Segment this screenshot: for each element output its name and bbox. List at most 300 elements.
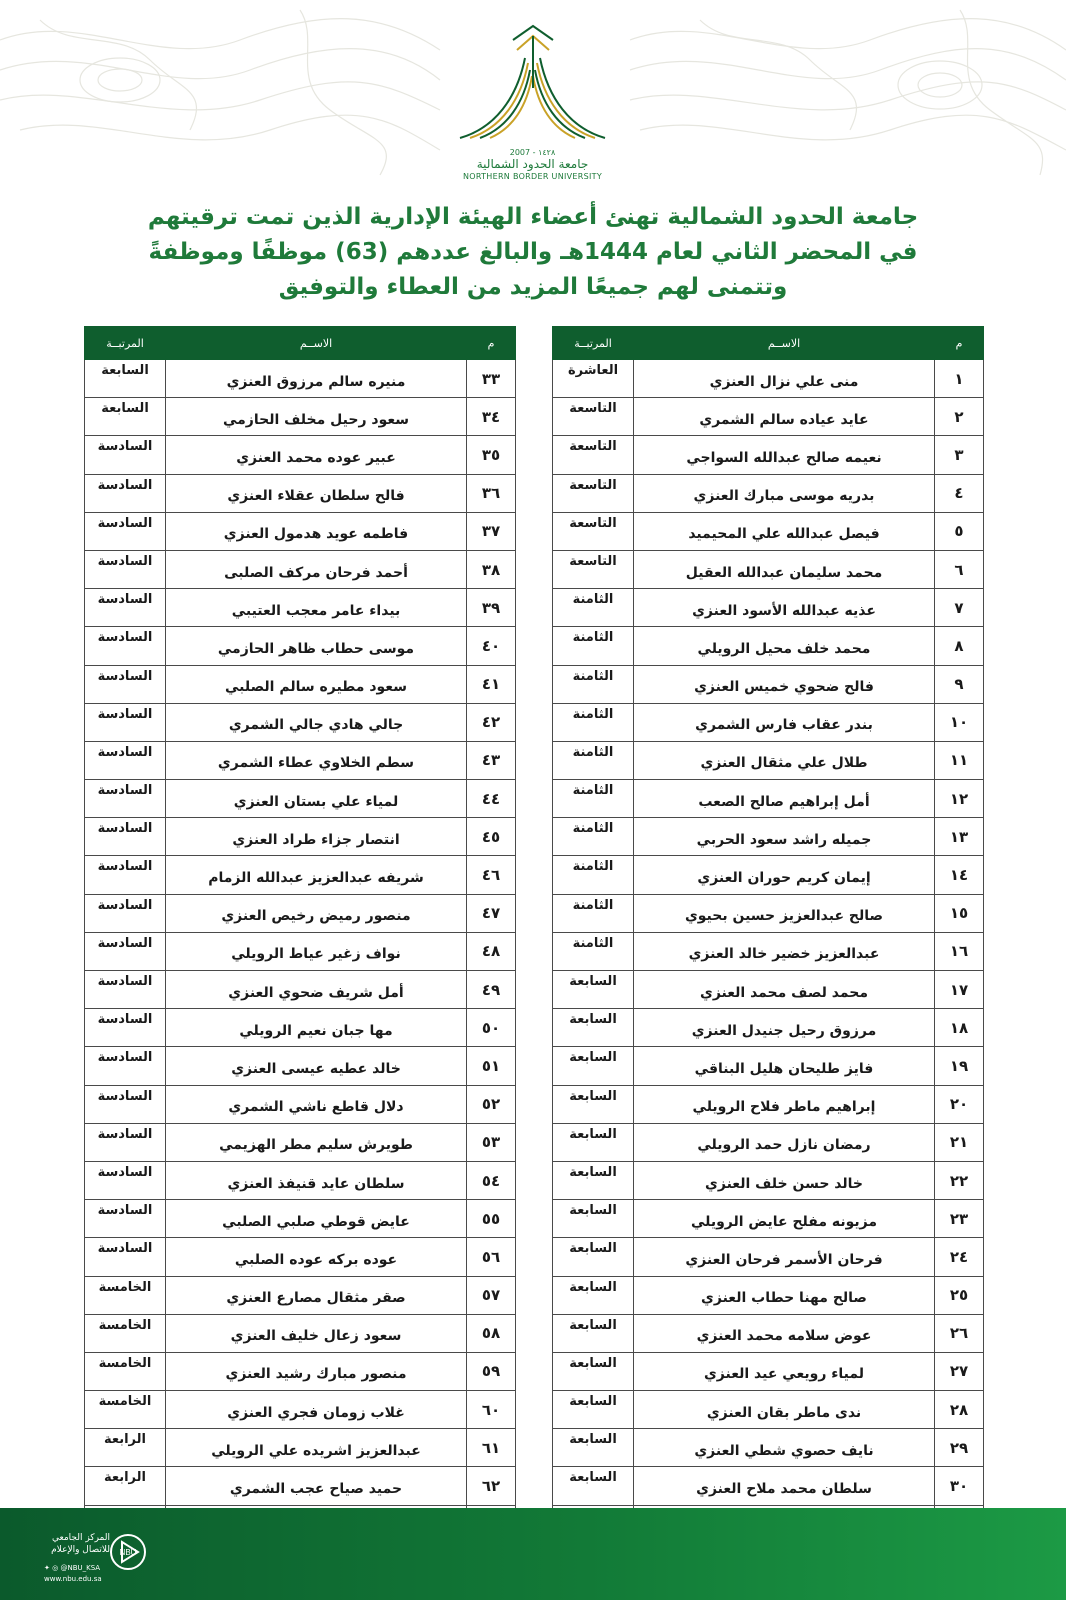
employee-rank: السابعة <box>553 1123 634 1161</box>
table-row <box>553 971 984 1009</box>
employee-rank: السادسة <box>85 1009 166 1047</box>
employee-name-text: خالد حسن خلف العنزي <box>705 1175 863 1192</box>
employee-rank: السابعة <box>85 360 166 398</box>
employee-name-text: رمضان نازل حمد الرويلي <box>697 1137 871 1154</box>
employee-name-text: غلاب زومان فجري العنزي <box>227 1404 405 1421</box>
employee-name <box>166 1276 467 1314</box>
employee-name-text: سعود زعال خليف العنزي <box>230 1328 402 1345</box>
employee-name-text: عوض سلامه محمد العنزي <box>696 1328 872 1345</box>
website-link[interactable]: www.nbu.edu.sa <box>44 1575 102 1583</box>
table-row <box>85 1047 516 1085</box>
table-row <box>85 1123 516 1161</box>
employee-name-text: مرزوق رحيل جنيدل العنزي <box>691 1022 877 1039</box>
row-number: ٤٠ <box>467 627 516 665</box>
table-row <box>553 1200 984 1238</box>
employee-name <box>166 1429 467 1467</box>
table-row <box>85 971 516 1009</box>
employee-name <box>634 550 935 588</box>
employee-name <box>166 627 467 665</box>
header-num: م <box>935 327 984 360</box>
employee-name <box>634 1352 935 1390</box>
employee-rank: الثامنة <box>553 665 634 703</box>
employee-name <box>166 1467 467 1505</box>
headline-line-2: في المحضر الثاني لعام 1444هـ والبالغ عددهم (63) موظفًا وموظفةً <box>148 239 918 265</box>
row-number: ١٦ <box>935 932 984 970</box>
social-handle-text: @NBU_KSA <box>60 1564 101 1572</box>
employee-name <box>634 1391 935 1429</box>
row-number: ٣٤ <box>467 398 516 436</box>
table-row <box>553 703 984 741</box>
employee-rank: الثامنة <box>553 741 634 779</box>
employee-name-text: عبير عوده محمد العنزي <box>236 449 396 466</box>
table-row <box>553 398 984 436</box>
row-number: ٤١ <box>467 665 516 703</box>
employee-rank: التاسعة <box>553 474 634 512</box>
row-number: ٥ <box>935 512 984 550</box>
employee-name <box>166 1161 467 1199</box>
table-header-row <box>85 327 516 360</box>
instagram-icon: ◎ <box>52 1564 59 1572</box>
table-row <box>85 703 516 741</box>
table-row <box>553 360 984 398</box>
footer-bar <box>0 1508 1066 1600</box>
employee-name-text: إبراهيم ماطر فلاح الرويلي <box>692 1099 876 1116</box>
employee-name-text: فاطمه عويد هدمول العنزي <box>223 526 409 543</box>
employee-name-text: فيصل عبدالله علي المحيميد <box>688 526 880 543</box>
employee-rank: السادسة <box>85 1123 166 1161</box>
row-number: ١٠ <box>935 703 984 741</box>
row-number: ٣٦ <box>467 474 516 512</box>
employee-rank: الثامنة <box>553 894 634 932</box>
employee-rank: الثامنة <box>553 703 634 741</box>
employee-name-text: بندر عقاب فارس الشمري <box>695 717 873 734</box>
table-row <box>85 589 516 627</box>
row-number: ٣ <box>935 436 984 474</box>
employee-rank: السابعة <box>553 1161 634 1199</box>
row-number: ٢٤ <box>935 1238 984 1276</box>
employee-name <box>166 1391 467 1429</box>
employee-name-text: محمد لصف محمد العنزي <box>699 984 869 1001</box>
employee-name <box>634 1085 935 1123</box>
employee-name-text: صالح عبدالعزيز حسين بحيوي <box>684 908 884 925</box>
table-row <box>85 818 516 856</box>
row-number: ٤٦ <box>467 856 516 894</box>
table-body-left <box>85 360 516 1544</box>
row-number: ٣٠ <box>935 1467 984 1505</box>
row-number: ٢٥ <box>935 1276 984 1314</box>
employee-name <box>166 932 467 970</box>
table-row <box>553 1352 984 1390</box>
employee-rank: السادسة <box>85 474 166 512</box>
employee-rank: السادسة <box>85 436 166 474</box>
employee-name-text: أحمد فرحان مركف الصلبى <box>224 564 408 581</box>
employee-name-text: محمد خلف محيل الرويلي <box>697 640 871 657</box>
employee-name-text: انتصار جزاء طراد العنزي <box>232 831 400 848</box>
employee-rank: الخامسة <box>85 1352 166 1390</box>
employee-name <box>166 780 467 818</box>
table-row <box>553 1085 984 1123</box>
employee-name-text: عوده بركه عوده الصلبي <box>234 1251 398 1268</box>
row-number: ٥١ <box>467 1047 516 1085</box>
employee-name-text: منيره سالم مرزوق العنزي <box>226 373 406 390</box>
table-row <box>85 856 516 894</box>
row-number: ٢٢ <box>935 1161 984 1199</box>
employee-rank: الخامسة <box>85 1314 166 1352</box>
employee-name <box>634 741 935 779</box>
row-number: ٢٨ <box>935 1391 984 1429</box>
employee-rank: الثامنة <box>553 627 634 665</box>
row-number: ٦٢ <box>467 1467 516 1505</box>
employee-name-text: عبدالعزيز خضير خالد العنزي <box>688 946 880 963</box>
employee-name-text: حميد صياح عجب الشمري <box>229 1481 403 1498</box>
header-rank: المرتبــة <box>553 327 634 360</box>
table-body-right <box>553 360 984 1582</box>
table-row <box>553 1047 984 1085</box>
row-number: ٨ <box>935 627 984 665</box>
table-row <box>85 665 516 703</box>
employee-name-text: جميله راشد سعود الحربي <box>696 831 872 848</box>
table-row <box>85 894 516 932</box>
table-row <box>553 1238 984 1276</box>
table-row <box>85 398 516 436</box>
header-name: الاســم <box>634 327 935 360</box>
employee-name <box>634 856 935 894</box>
employee-name <box>166 1009 467 1047</box>
employee-rank: الرابعة <box>85 1429 166 1467</box>
employee-rank: السادسة <box>85 1047 166 1085</box>
employee-rank: التاسعة <box>553 398 634 436</box>
row-number: ٤٨ <box>467 932 516 970</box>
employee-name <box>634 474 935 512</box>
employee-name-text: عايد عياده سالم الشمري <box>699 411 869 428</box>
employee-name <box>166 589 467 627</box>
employee-rank: السادسة <box>85 1238 166 1276</box>
row-number: ٥٧ <box>467 1276 516 1314</box>
table-row <box>85 512 516 550</box>
row-number: ١٣ <box>935 818 984 856</box>
employee-name-text: أمل إبراهيم صالح الصعب <box>698 793 870 810</box>
employee-name <box>634 360 935 398</box>
employee-rank: الثامنة <box>553 856 634 894</box>
logo-years: 2007 - ١٤٢٨ <box>509 148 556 157</box>
employee-name <box>634 1314 935 1352</box>
table-row <box>85 1391 516 1429</box>
employee-rank: السابعة <box>553 1238 634 1276</box>
row-number: ٤٣ <box>467 741 516 779</box>
table-row <box>553 780 984 818</box>
employee-name <box>166 360 467 398</box>
row-number: ٣٩ <box>467 589 516 627</box>
table-row <box>553 1314 984 1352</box>
row-number: ٤٤ <box>467 780 516 818</box>
row-number: ٥٩ <box>467 1352 516 1390</box>
row-number: ٦ <box>935 550 984 588</box>
employee-rank: السادسة <box>85 971 166 1009</box>
row-number: ١٤ <box>935 856 984 894</box>
table-row <box>85 627 516 665</box>
employee-name <box>634 818 935 856</box>
employee-rank: السابعة <box>553 1352 634 1390</box>
row-number: ٥٤ <box>467 1161 516 1199</box>
employee-name <box>634 1161 935 1199</box>
table-row <box>85 741 516 779</box>
employee-rank: السادسة <box>85 627 166 665</box>
row-number: ٧ <box>935 589 984 627</box>
employee-name-text: سلطان عايد قنيفذ العنزي <box>227 1175 405 1192</box>
media-center-logo-icon <box>108 1532 148 1572</box>
employee-name <box>166 1047 467 1085</box>
table-row <box>85 1161 516 1199</box>
employee-name-text: ندى ماطر بقان العنزي <box>706 1404 862 1421</box>
employee-name-text: عذيه عبدالله الأسود العنزي <box>692 602 876 619</box>
employee-name <box>634 1123 935 1161</box>
employee-name <box>166 1314 467 1352</box>
employee-name-text: لمياء علي بستان العنزي <box>233 793 399 810</box>
social-handle[interactable] <box>44 1564 100 1572</box>
employee-name <box>634 780 935 818</box>
employee-name <box>166 1123 467 1161</box>
row-number: ٤٧ <box>467 894 516 932</box>
table-row <box>85 436 516 474</box>
employee-name <box>166 818 467 856</box>
employee-rank: الخامسة <box>85 1276 166 1314</box>
table-row <box>85 1314 516 1352</box>
table-row <box>553 1161 984 1199</box>
university-logo <box>455 18 610 180</box>
employee-name-text: سلطان محمد ملاح العنزي <box>696 1481 872 1498</box>
table-row <box>553 1391 984 1429</box>
employee-name-text: سعود رحيل مخلف الحازمي <box>222 411 410 428</box>
header-name: الاســم <box>166 327 467 360</box>
employee-rank: السابعة <box>553 1467 634 1505</box>
employee-name <box>634 1467 935 1505</box>
employee-rank: السابعة <box>553 1009 634 1047</box>
employee-rank: العاشرة <box>553 360 634 398</box>
row-number: ٣٧ <box>467 512 516 550</box>
employee-name <box>166 398 467 436</box>
employee-name-text: فرحان الأسمر فرحان العنزي <box>685 1251 883 1268</box>
table-row <box>553 589 984 627</box>
employee-name-text: سعود مطيره سالم الصلبي <box>225 679 407 696</box>
employee-rank: السابعة <box>553 1314 634 1352</box>
table-row <box>553 550 984 588</box>
row-number: ٢٦ <box>935 1314 984 1352</box>
table-row <box>553 436 984 474</box>
employee-name-text: منصور رميض رخيص العنزي <box>221 908 411 925</box>
table-row <box>553 856 984 894</box>
employee-rank: السابعة <box>553 1429 634 1467</box>
headline-line-3: وتتمنى لهم جميعًا المزيد من العطاء والتوفيق <box>278 274 788 300</box>
row-number: ٥٢ <box>467 1085 516 1123</box>
row-number: ٣٣ <box>467 360 516 398</box>
employee-name <box>634 932 935 970</box>
headline-line-1: جامعة الحدود الشمالية تهنئ أعضاء الهيئة الإدارية الذين تمت ترقيتهم <box>147 204 919 230</box>
table-row <box>553 1123 984 1161</box>
employee-rank: التاسعة <box>553 550 634 588</box>
employee-name <box>166 550 467 588</box>
employee-rank: التاسعة <box>553 512 634 550</box>
employee-rank: السابعة <box>553 1391 634 1429</box>
employee-rank: السادسة <box>85 932 166 970</box>
employee-rank: السابعة <box>553 1085 634 1123</box>
table-header-row <box>553 327 984 360</box>
employee-name <box>166 1200 467 1238</box>
employee-rank: السابعة <box>553 1276 634 1314</box>
table-row <box>85 1352 516 1390</box>
employee-rank: السادسة <box>85 818 166 856</box>
table-row <box>553 1009 984 1047</box>
employee-name-text: صالح مهنا حطاب العنزي <box>701 1290 867 1307</box>
employee-name-text: عبدالعزيز اشريده علي الرويلي <box>211 1442 421 1459</box>
media-center-name <box>30 1532 110 1556</box>
row-number: ١ <box>935 360 984 398</box>
row-number: ٤٥ <box>467 818 516 856</box>
table-row <box>553 1467 984 1505</box>
header-rank: المرتبــة <box>85 327 166 360</box>
table-row <box>553 665 984 703</box>
employee-name-text: فالح ضحوي خميس العنزي <box>694 679 874 696</box>
employee-rank: السادسة <box>85 856 166 894</box>
employee-name <box>166 741 467 779</box>
employee-name <box>166 894 467 932</box>
table-row <box>553 894 984 932</box>
employee-name-text: طلال علي مثقال العنزي <box>700 755 868 772</box>
employee-name-text: لمياء رويعي عيد العنزي <box>703 1366 865 1383</box>
employee-rank: السادسة <box>85 1161 166 1199</box>
table-row <box>85 474 516 512</box>
media-center-line-2: للاتصال والإعلام <box>51 1545 110 1555</box>
row-number: ٤٩ <box>467 971 516 1009</box>
employee-name <box>634 1429 935 1467</box>
employee-name <box>634 512 935 550</box>
row-number: ٥٠ <box>467 1009 516 1047</box>
table-row <box>85 1238 516 1276</box>
employee-rank: السادسة <box>85 703 166 741</box>
row-number: ١٩ <box>935 1047 984 1085</box>
employee-rank: السادسة <box>85 589 166 627</box>
table-row <box>85 1200 516 1238</box>
table-row <box>85 1429 516 1467</box>
employee-name-text: نايف حصوي شطي العنزي <box>694 1442 874 1459</box>
table-row <box>85 932 516 970</box>
table-row <box>85 360 516 398</box>
row-number: ٤ <box>935 474 984 512</box>
row-number: ١١ <box>935 741 984 779</box>
employee-name <box>634 703 935 741</box>
employee-name-text: دلال قاطع ناشي الشمري <box>228 1099 404 1116</box>
table-row <box>85 1276 516 1314</box>
row-number: ٥٥ <box>467 1200 516 1238</box>
header-num: م <box>467 327 516 360</box>
row-number: ٩ <box>935 665 984 703</box>
employee-name-text: موسى حطاب ظاهر الحازمي <box>217 640 415 657</box>
employee-name-text: منى علي نزال العنزي <box>709 373 859 390</box>
employee-rank: السادسة <box>85 512 166 550</box>
employee-name <box>634 1009 935 1047</box>
employee-name-text: خالد عطيه عيسى العنزي <box>231 1060 401 1077</box>
media-center-line-1: المركز الجامعي <box>52 1533 110 1543</box>
row-number: ٢٧ <box>935 1352 984 1390</box>
employee-name-text: منصور مبارك رشيد العنزي <box>225 1366 407 1383</box>
table-row <box>553 627 984 665</box>
employee-rank: السادسة <box>85 894 166 932</box>
employee-name-text: إيمان كريم حوران العنزي <box>697 870 871 887</box>
employee-name <box>166 512 467 550</box>
table-row <box>553 474 984 512</box>
announcement-headline <box>60 200 1006 305</box>
employee-rank: السابعة <box>85 398 166 436</box>
employee-name <box>166 971 467 1009</box>
table-row <box>553 932 984 970</box>
employee-name-text: أمل شريف ضحوي العنزي <box>228 984 404 1001</box>
badge-text: NBU <box>119 1548 137 1557</box>
employee-rank: السادسة <box>85 741 166 779</box>
row-number: ٦١ <box>467 1429 516 1467</box>
row-number: ٥٦ <box>467 1238 516 1276</box>
table-row <box>553 741 984 779</box>
row-number: ٥٣ <box>467 1123 516 1161</box>
employee-name-text: سطم الخلاوي عطاء الشمري <box>217 755 415 772</box>
employee-rank: الثامنة <box>553 589 634 627</box>
employee-name <box>166 703 467 741</box>
table-row <box>85 780 516 818</box>
employee-name <box>166 856 467 894</box>
employee-rank: السابعة <box>553 971 634 1009</box>
employee-rank: السابعة <box>553 1047 634 1085</box>
row-number: ٢ <box>935 398 984 436</box>
employee-name <box>634 627 935 665</box>
row-number: ٣٥ <box>467 436 516 474</box>
employee-rank: السابعة <box>553 1200 634 1238</box>
employee-name <box>166 1352 467 1390</box>
logo-english-name: NORTHERN BORDER UNIVERSITY <box>462 172 603 181</box>
promotions-table-right <box>552 326 984 1582</box>
row-number: ١٧ <box>935 971 984 1009</box>
employee-name <box>166 1085 467 1123</box>
employee-name-text: بيداء عامر معجب العتيبي <box>231 602 401 619</box>
employee-name-text: جالي هادي جالي الشمري <box>228 717 404 734</box>
row-number: ٤٢ <box>467 703 516 741</box>
employee-name-text: عايض قوطي صلبي الصلبي <box>222 1213 410 1230</box>
employee-name <box>634 436 935 474</box>
employee-rank: الثامنة <box>553 780 634 818</box>
employee-name <box>634 894 935 932</box>
employee-name <box>634 971 935 1009</box>
employee-rank: الثامنة <box>553 818 634 856</box>
logo-arabic-name: جامعة الحدود الشمالية <box>476 157 589 171</box>
row-number: ٢١ <box>935 1123 984 1161</box>
employee-name <box>166 665 467 703</box>
table-row <box>553 818 984 856</box>
employee-name <box>634 665 935 703</box>
row-number: ٢٩ <box>935 1429 984 1467</box>
employee-name <box>634 1047 935 1085</box>
employee-rank: السادسة <box>85 550 166 588</box>
employee-rank: الثامنة <box>553 932 634 970</box>
row-number: ٣٨ <box>467 550 516 588</box>
employee-rank: الرابعة <box>85 1467 166 1505</box>
table-row <box>553 1429 984 1467</box>
employee-name-text: محمد سليمان عبدالله العقيل <box>685 564 883 581</box>
row-number: ٢٣ <box>935 1200 984 1238</box>
table-row <box>553 1276 984 1314</box>
employee-name-text: نعيمه صالح عبدالله السواجي <box>686 449 882 466</box>
employee-name-text: طويرش سليم مطر الهزيمي <box>219 1137 413 1154</box>
employee-rank: السادسة <box>85 1085 166 1123</box>
employee-name-text: فايز طليحان هليل البناقي <box>694 1060 874 1077</box>
table-row <box>85 1085 516 1123</box>
twitter-icon: ✦ <box>44 1564 50 1572</box>
